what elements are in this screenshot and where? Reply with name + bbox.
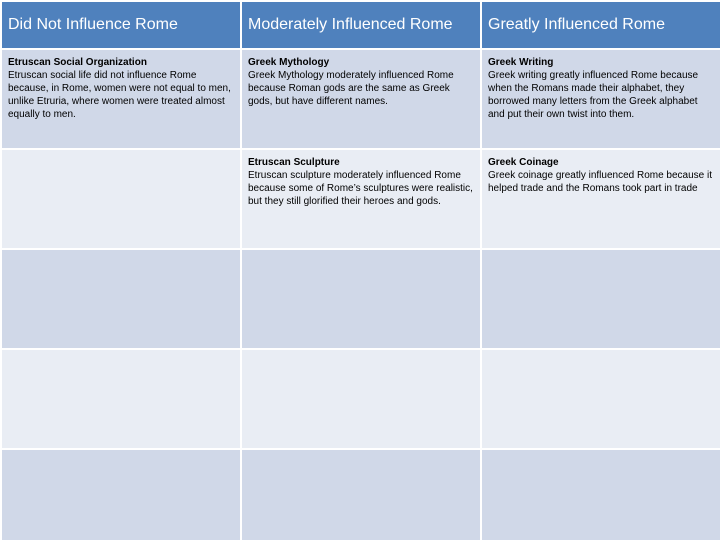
- cell-title: Greek Writing: [488, 57, 554, 68]
- cell-title: Greek Coinage: [488, 157, 559, 168]
- table-cell: [481, 249, 720, 349]
- table-cell: [241, 349, 481, 449]
- table-cell: [241, 149, 481, 249]
- table-cell: [481, 449, 720, 540]
- table-cell: [481, 49, 720, 149]
- table-row: [1, 149, 720, 249]
- cell-text: Greek writing greatly influenced Rome because when the Romans made their alphabet, they borrowed many letters from the Greek alphabet and put their own twist into them.: [488, 70, 699, 120]
- table-cell: [481, 349, 720, 449]
- header-greatly-influenced: Greatly Influenced Rome: [481, 1, 720, 49]
- table-cell: [1, 149, 241, 249]
- cell-text: Etruscan sculpture moderately influenced Rome because some of Rome’s sculptures were realistic, but they still glorified their heroes and gods.: [248, 170, 473, 207]
- cell-title: Etruscan Social Organization: [8, 57, 147, 68]
- table-row: [1, 49, 720, 149]
- table-cell: [481, 149, 720, 249]
- cell-title: Etruscan Sculpture: [248, 157, 340, 168]
- table-cell: [241, 49, 481, 149]
- table-cell: [1, 449, 241, 540]
- cell-title: Greek Mythology: [248, 57, 330, 68]
- table-cell: [1, 349, 241, 449]
- table-cell: [241, 249, 481, 349]
- table-row: [1, 449, 720, 540]
- table-cell: [1, 249, 241, 349]
- table-cell: [241, 449, 481, 540]
- cell-text: Etruscan social life did not influence Rome because, in Rome, women were not equal to men, unlike Etruria, where women were treated almost equally to men.: [8, 70, 231, 120]
- table-row: [1, 249, 720, 349]
- cell-text: Greek Mythology moderately influenced Rome because Roman gods are the same as Greek gods, but have different names.: [248, 70, 454, 107]
- cell-text: Greek coinage greatly influenced Rome because it helped trade and the Romans took part in trade: [488, 170, 713, 194]
- header-moderately-influenced: Moderately Influenced Rome: [241, 1, 481, 49]
- header-did-not-influence: Did Not Influence Rome: [1, 1, 241, 49]
- table-row: [1, 349, 720, 449]
- table-cell: [1, 49, 241, 149]
- header-row: [1, 1, 720, 49]
